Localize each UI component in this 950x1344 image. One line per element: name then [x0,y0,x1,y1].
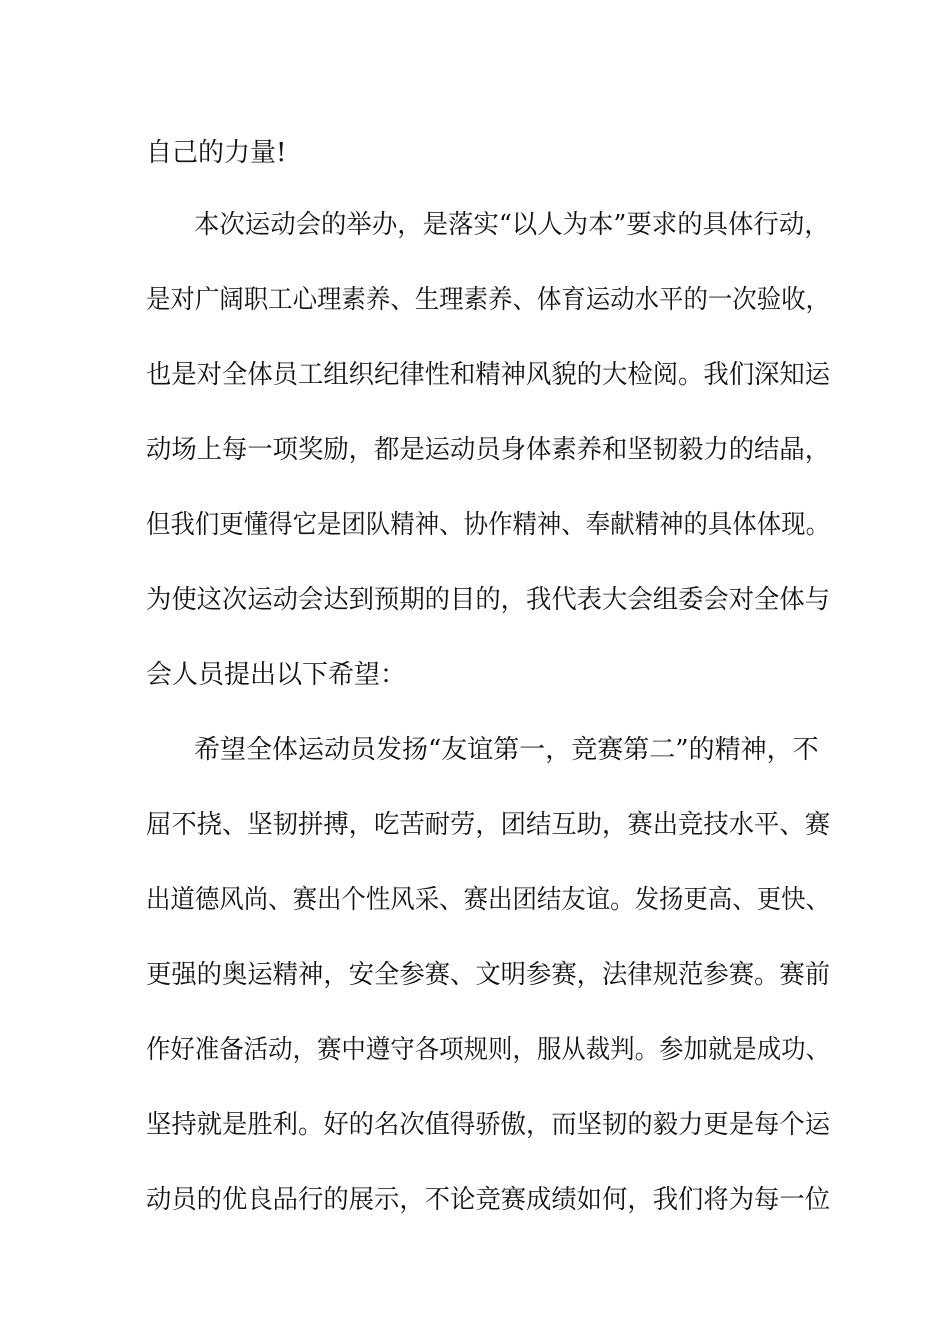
text-line: 但我们更懂得它是团队精神、协作精神、奉献精神的具体体现。 [146,510,831,540]
paragraph-first-line: 希望全体运动员发扬“友谊第一，竞赛第二”的精神，不 [194,735,819,765]
text-line: 为使这次运动会达到预期的目的，我代表大会组委会对全体与 [146,585,831,615]
text-line: 更强的奥运精神，安全参赛、文明参赛，法律规范参赛。赛前 [146,960,831,990]
text-line: 也是对全体员工组织纪律性和精神风貌的大检阅。我们深知运 [146,360,831,390]
text-line: 屈不挠、坚韧拼搏，吃苦耐劳，团结互助，赛出竞技水平、赛 [146,810,831,840]
text-line: 作好准备活动，赛中遵守各项规则，服从裁判。参加就是成功、 [146,1035,831,1065]
text-line: 动场上每一项奖励，都是运动员身体素养和坚韧毅力的结晶， [146,435,831,465]
paragraph-first-line: 本次运动会的举办，是落实“以人为本”要求的具体行动， [194,210,830,240]
text-line: 是对广阔职工心理素养、生理素养、体育运动水平的一次验收， [146,285,831,315]
text-line: 动员的优良品行的展示，不论竞赛成绩如何，我们将为每一位 [146,1185,831,1215]
text-line: 坚持就是胜利。好的名次值得骄傲，而坚韧的毅力更是每个运 [146,1110,831,1140]
text-line: 会人员提出以下希望： [146,660,407,690]
text-line: 出道德风尚、赛出个性风采、赛出团结友谊。发扬更高、更快、 [146,885,831,915]
text-line: 自己的力量! [146,138,287,168]
